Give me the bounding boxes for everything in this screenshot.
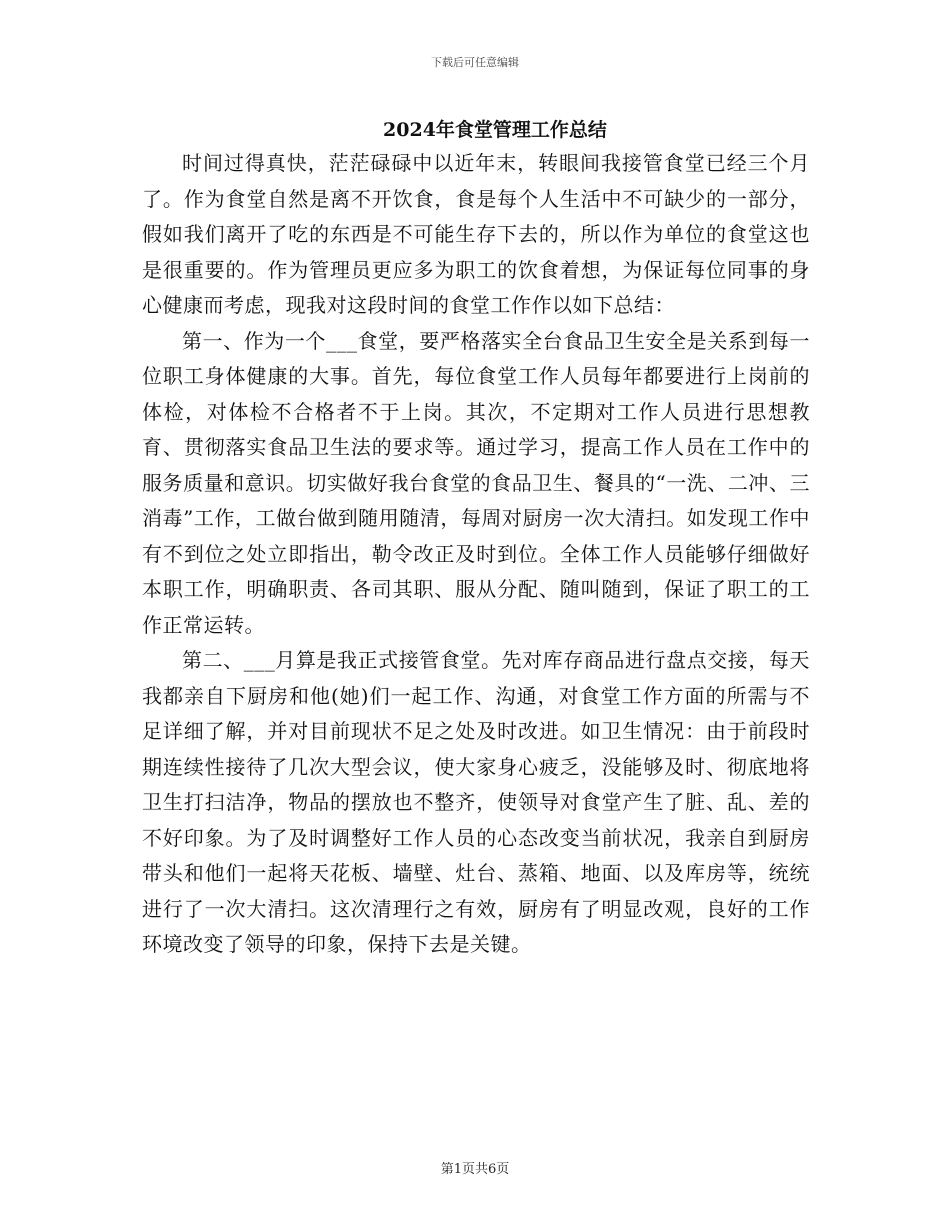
paragraph: 第一、作为一个___食堂，要严格落实全台食品卫生安全是关系到每一位职工身体健康的大事。首先，每位食堂工作人员每年都要进行上岗前的体检，对体检不合格者不于上岗。其次，不定期对工作人员进行思想教育、贯彻落实食品卫生法的要求等。通过学习，提高工作人员在工作中的服务质量和意识。切实做好我台食堂的食品卫生、餐具的“一洗、二冲、三消毒”工作，工做台做到随用随清，每周对厨房一次大清扫。如发现工作中有不到位之处立即指出，勒令改正及时到位。全体工作人员能够仔细做好本职工作，明确职责、各司其职、服从分配、随叫随到，保证了职工的工作正常运转。	[142, 328, 810, 637]
document-title: 2024年食堂管理工作总结	[383, 119, 607, 141]
document-body	[142, 146, 810, 963]
page-number: 第1页共6页	[440, 1162, 510, 1177]
paragraph: 时间过得真快，茫茫碌碌中以近年末，转眼间我接管食堂已经三个月了。作为食堂自然是离不开饮食，食是每个人生活中不可缺少的一部分，假如我们离开了吃的东西是不可能生存下去的，所以作为单位的食堂这也是很重要的。作为管理员更应多为职工的饮食着想，为保证每位同事的身心健康而考虑，现我对这段时间的食堂工作作以如下总结：	[142, 151, 810, 317]
header-note: 下载后可任意编辑	[431, 56, 519, 69]
paragraph: 第二、___月算是我正式接管食堂。先对库存商品进行盘点交接，每天我都亲自下厨房和他(她)们一起工作、沟通，对食堂工作方面的所需与不足详细了解，并对目前现状不足之处及时改进。如卫生情况：由于前段时期连续性接待了几次大型会议，使大家身心疲乏，没能够及时、彻底地将卫生打扫洁净，物品的摆放也不整齐，使领导对食堂产生了脏、乱、差的不好印象。为了及时调整好工作人员的心态改变当前状况，我亲自到厨房带头和他们一起将天花板、墙壁、灶台、蒸箱、地面、以及库房等，统统进行了一次大清扫。这次清理行之有效，厨房有了明显改观，良好的工作环境改变了领导的印象，保持下去是关键。	[142, 648, 810, 956]
